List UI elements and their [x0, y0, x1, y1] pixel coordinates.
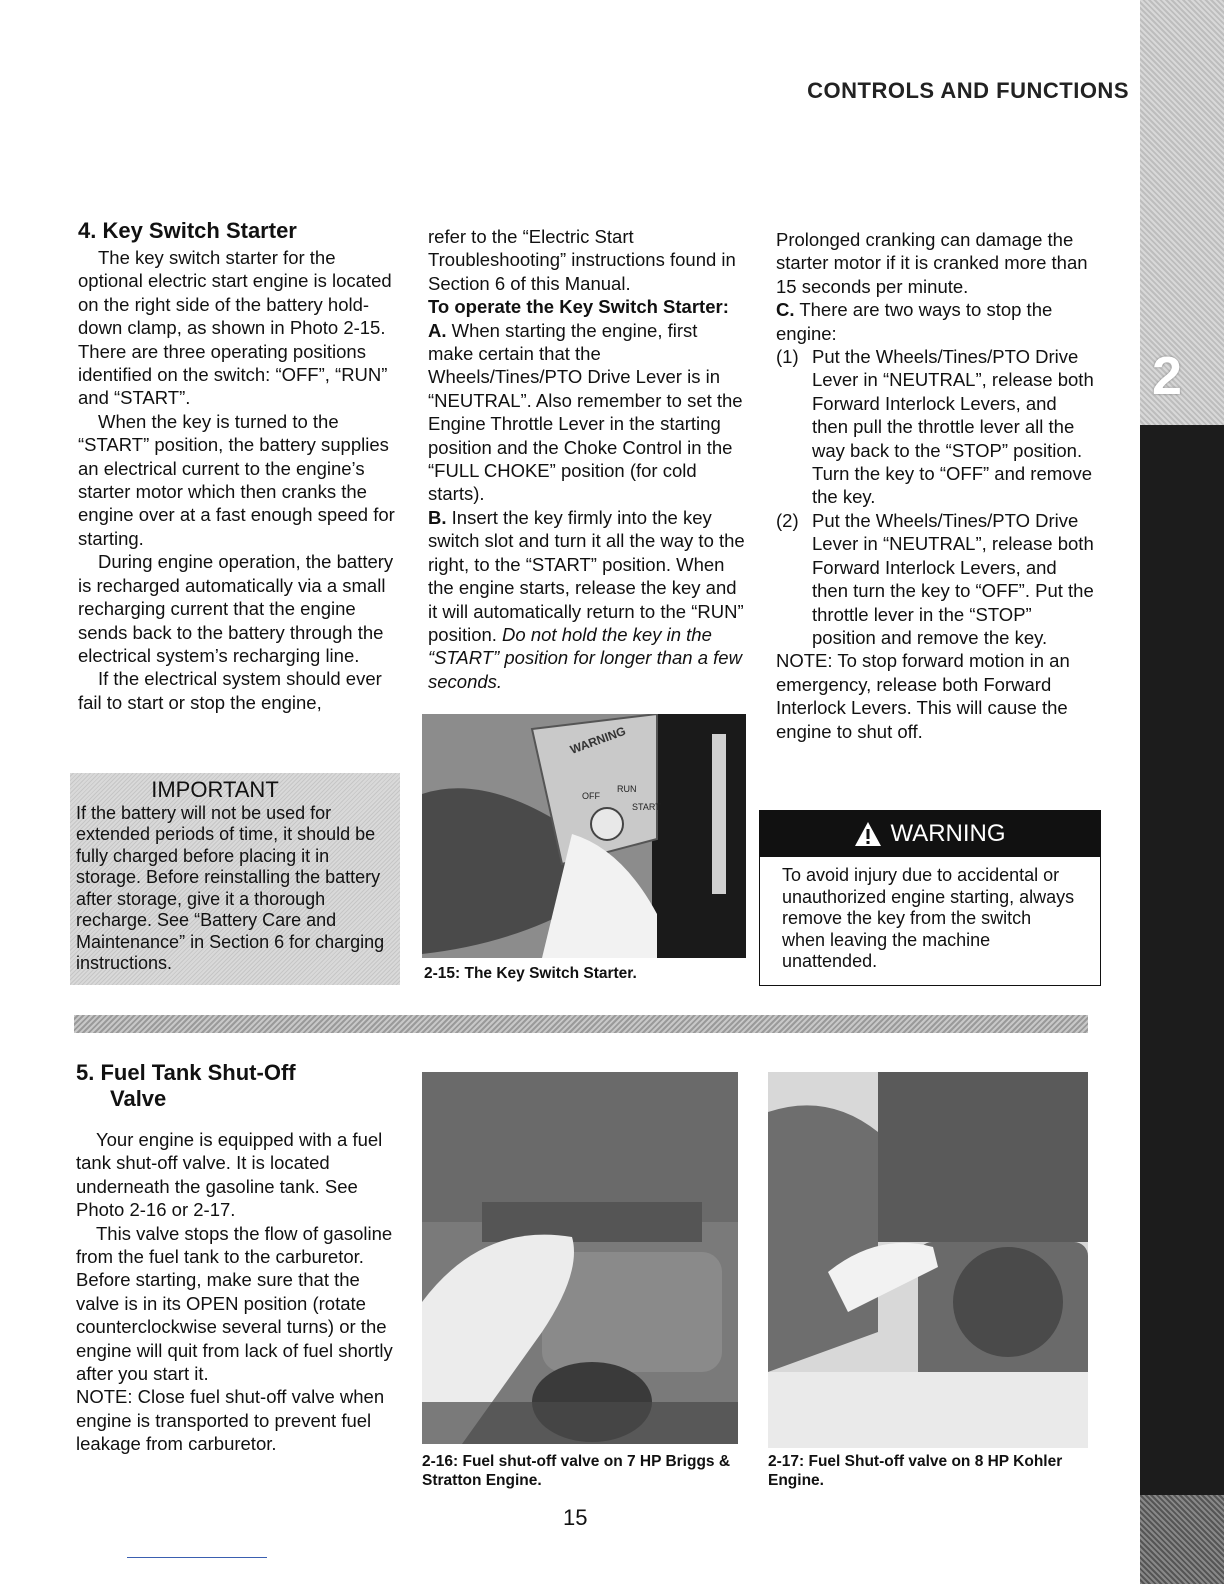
list-item	[776, 345, 1096, 509]
step-b	[428, 506, 746, 693]
list-item-number: (1)	[776, 346, 799, 368]
stop-methods-list	[776, 345, 1096, 649]
paragraph: The key switch starter for the optional electric start engine is located on the right side of the battery hold-down clamp, as shown in Photo 2-15. There are three operating positions identified on the switch: “OFF”, “RUN” and “START”.	[78, 247, 392, 409]
footer-rule	[127, 1557, 267, 1558]
photo-label-off: OFF	[582, 791, 600, 801]
list-item	[776, 509, 1096, 649]
photo-label-start: START	[632, 802, 661, 812]
caption-2-16: 2-16: Fuel shut-off valve on 7 HP Briggs & Stratton Engine.	[422, 1453, 731, 1489]
important-text: If the battery will not be used for extended periods of time, it should be fully charged before placing it in storage. Before reinstalling the battery after storage, give it a thorough recharge. See “Battery Care and Maintenance” in Section 6 for charging instructions.	[76, 802, 385, 973]
fuel-valve-briggs-illustration	[422, 1072, 738, 1444]
paragraph: If the electrical system should ever fail to start or stop the engine,	[78, 668, 382, 713]
note: NOTE: Close fuel shut-off valve when engine is transported to prevent fuel leakage from carburetor.	[76, 1386, 385, 1455]
step-c	[776, 298, 1096, 345]
warning-callout	[759, 810, 1101, 986]
section-divider	[74, 1015, 1088, 1033]
section5-heading-line1: 5. Fuel Tank Shut-Off	[76, 1060, 296, 1085]
fuel-valve-kohler-illustration	[768, 1072, 1088, 1448]
section5-column-1	[76, 1060, 396, 1456]
list-item-text: Put the Wheels/Tines/PTO Drive Lever in “NEUTRAL”, release both Forward Interlock Levers, and then turn the key to “OFF”. Put the throttle lever in the “STOP” position and remove the key.	[812, 509, 1094, 648]
paragraph: When the key is turned to the “START” position, the battery supplies an electrical current to the engine’s starter motor which then cranks the engine over at a fast enough speed for starting.	[78, 410, 395, 549]
caption-2-15: 2-15: The Key Switch Starter.	[424, 965, 637, 982]
step-text: When starting the engine, first make certain that the Wheels/Tines/PTO Drive Lever is in “NEUTRAL”. Also remember to set the Engine Throttle Lever in the starting position and the Choke Control in the “FULL CHOKE” position (for cold starts).	[428, 319, 743, 505]
photo-label-run: RUN	[617, 784, 637, 794]
warning-text: To avoid injury due to accidental or unauthorized engine starting, always remove the key from the switch when leaving the machine unattended.	[782, 865, 1075, 971]
caption-2-17: 2-17: Fuel Shut-off valve on 8 HP Kohler Engine.	[768, 1453, 1063, 1489]
note: NOTE: To stop forward motion in an emergency, release both Forward Interlock Levers. This will cause the engine to shut off.	[776, 650, 1070, 742]
warning-header	[760, 811, 1100, 857]
warning-triangle-icon	[854, 821, 882, 847]
warning-title: WARNING	[890, 820, 1006, 847]
photo-fuel-valve-kohler	[768, 1072, 1088, 1448]
step-label: C.	[776, 299, 795, 321]
chapter-tab-number: 2	[1152, 346, 1183, 406]
list-item-text: Put the Wheels/Tines/PTO Drive Lever in “NEUTRAL”, release both Forward Interlock Levers, and then pull the throttle lever all the way back to the “STOP” position. Turn the key to “OFF” and remove the key.	[812, 346, 1094, 508]
paragraph: refer to the “Electric Start Troubleshooting” instructions found in Section 6 of this Manual.	[428, 226, 736, 294]
step-label: A.	[428, 319, 447, 341]
key-switch-illustration	[422, 714, 746, 958]
step-label: B.	[428, 506, 447, 528]
paragraph: This valve stops the flow of gasoline from the fuel tank to the carburetor. Before starting, make sure that the valve is in its OPEN position (rotate counterclockwise several turns) or the engine will quit from lack of fuel shortly after you start it.	[76, 1222, 393, 1385]
paragraph: Your engine is equipped with a fuel tank shut-off valve. It is located underneath the gasoline tank. See Photo 2-16 or 2-17.	[76, 1129, 383, 1221]
section4-column-3	[776, 228, 1096, 743]
section-header: CONTROLS AND FUNCTIONS	[807, 78, 1129, 103]
step-b-caution: Do not hold the key in the “START” position for longer than a few seconds.	[428, 623, 742, 692]
photo-key-switch	[422, 714, 746, 958]
chapter-tab-pattern	[1140, 1495, 1224, 1584]
step-text: Insert the key firmly into the key switch slot and turn it all the way to the right, to the “START” position. When the engine starts, release the key and it will automatically return to the “RUN” position.	[428, 506, 745, 645]
important-title: IMPORTANT	[151, 777, 279, 802]
section4-column-2	[428, 225, 746, 693]
paragraph: During engine operation, the battery is recharged automatically via a small recharging current that the engine sends back to the battery through the electrical system’s recharging line.	[78, 551, 394, 666]
section5-heading-line2: Valve	[110, 1086, 167, 1111]
list-item-number: (2)	[776, 509, 799, 531]
photo-fuel-valve-briggs	[422, 1072, 738, 1444]
step-a	[428, 319, 746, 506]
paragraph: Prolonged cranking can damage the starter motor if it is cranked more than 15 seconds per minute.	[776, 229, 1088, 297]
important-callout	[70, 773, 400, 985]
operate-heading: To operate the Key Switch Starter:	[428, 296, 729, 318]
section5-heading	[76, 1060, 396, 1112]
photo-label-warning: WARNING	[568, 723, 628, 757]
page-number: 15	[563, 1505, 588, 1530]
step-text: There are two ways to stop the engine:	[776, 299, 1053, 344]
chapter-tab-bar	[1140, 425, 1224, 1584]
section4-column-1	[78, 218, 398, 714]
section4-heading: 4. Key Switch Starter	[78, 218, 297, 243]
